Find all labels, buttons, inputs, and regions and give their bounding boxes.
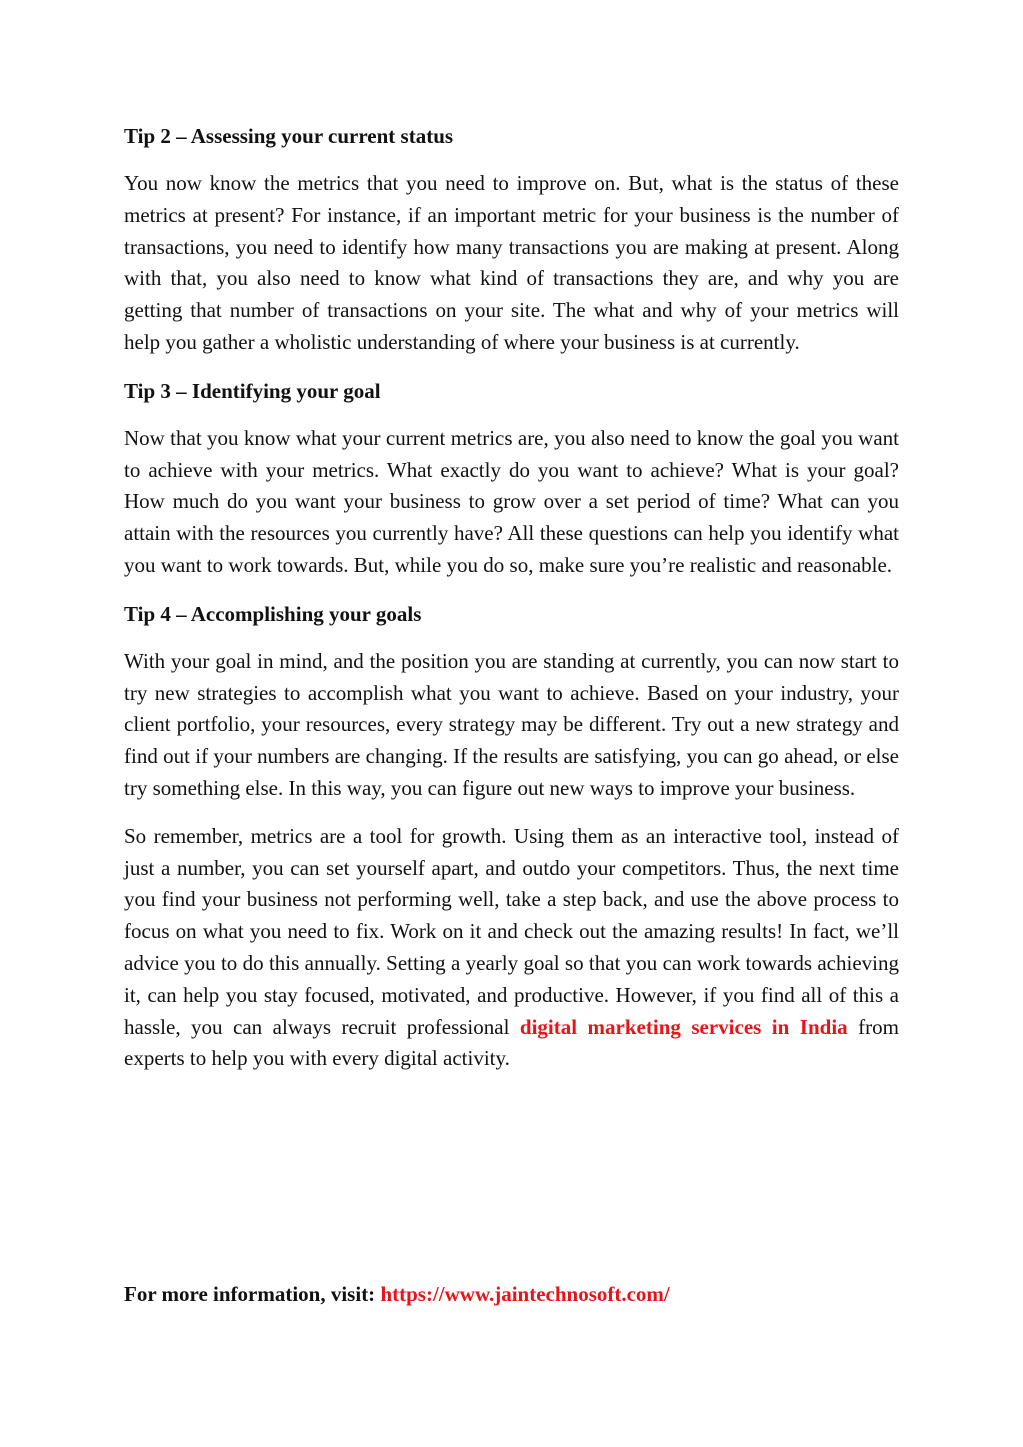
tip4-heading: Tip 4 – Accomplishing your goals xyxy=(124,601,422,626)
closing-text-end: from experts to help you with every digital activity. xyxy=(124,1014,899,1071)
website-link[interactable]: https://www.jaintechnosoft.com/ xyxy=(380,1282,670,1306)
footer-info xyxy=(124,1278,899,1310)
footer-label: For more information, visit: xyxy=(124,1282,381,1306)
tip2-heading: Tip 2 – Assessing your current status xyxy=(124,124,454,148)
tip2-paragraph: You now know the metrics that you need to improve on. But, what is the status of these metrics at present? For instance, if an important metric for your business is the number of transactions, you need to identify how many transactions you are making at present. Along with that, you also need to know what kind of transactions they are, and why you are getting that number of transactions on your site. The what and why of your metrics will help you gather a wholistic understanding of where your business is at currently. xyxy=(124,171,899,354)
document-page xyxy=(124,120,899,1091)
closing-paragraph xyxy=(124,821,899,1075)
tip4-paragraph: With your goal in mind, and the position you are standing at currently, you can now start to try new strategies to accomplish what you want to achieve. Based on your industry, your client portfolio, your resources, every strategy may be different. Try out a new strategy and find out if your numbers are changing. If the results are satisfying, you can go ahead, or else try something else. In this way, you can figure out new ways to improve your business. xyxy=(124,648,899,800)
tip3-paragraph: Now that you know what your current metrics are, you also need to know the goal you want to achieve with your metrics. What exactly do you want to achieve? What is your goal? How much do you want your business to grow over a set period of time? What can you attain with the resources you currently have? All these questions can help you identify what you want to work towards. But, while you do so, make sure you’re realistic and reasonable. xyxy=(124,425,899,577)
digital-marketing-link[interactable]: digital marketing services in India xyxy=(519,1014,848,1039)
tip3-heading: Tip 3 – Identifying your goal xyxy=(124,378,381,403)
closing-text-start: So remember, metrics are a tool for growth. Using them as an interactive tool, instead of just a number, you can set yourself apart, and outdo your competitors. Thus, the next time you find your business not performing well, take a step back, and use the above process to focus on what you need to fix. Work on it and check out the amazing results! In fact, we’ll advice you to do this annually. Setting a yearly goal so that you can work towards achieving it, can help you stay focused, motivated, and productive. However, if you find all of this a hassle, you can always recruit professional xyxy=(124,823,899,1039)
